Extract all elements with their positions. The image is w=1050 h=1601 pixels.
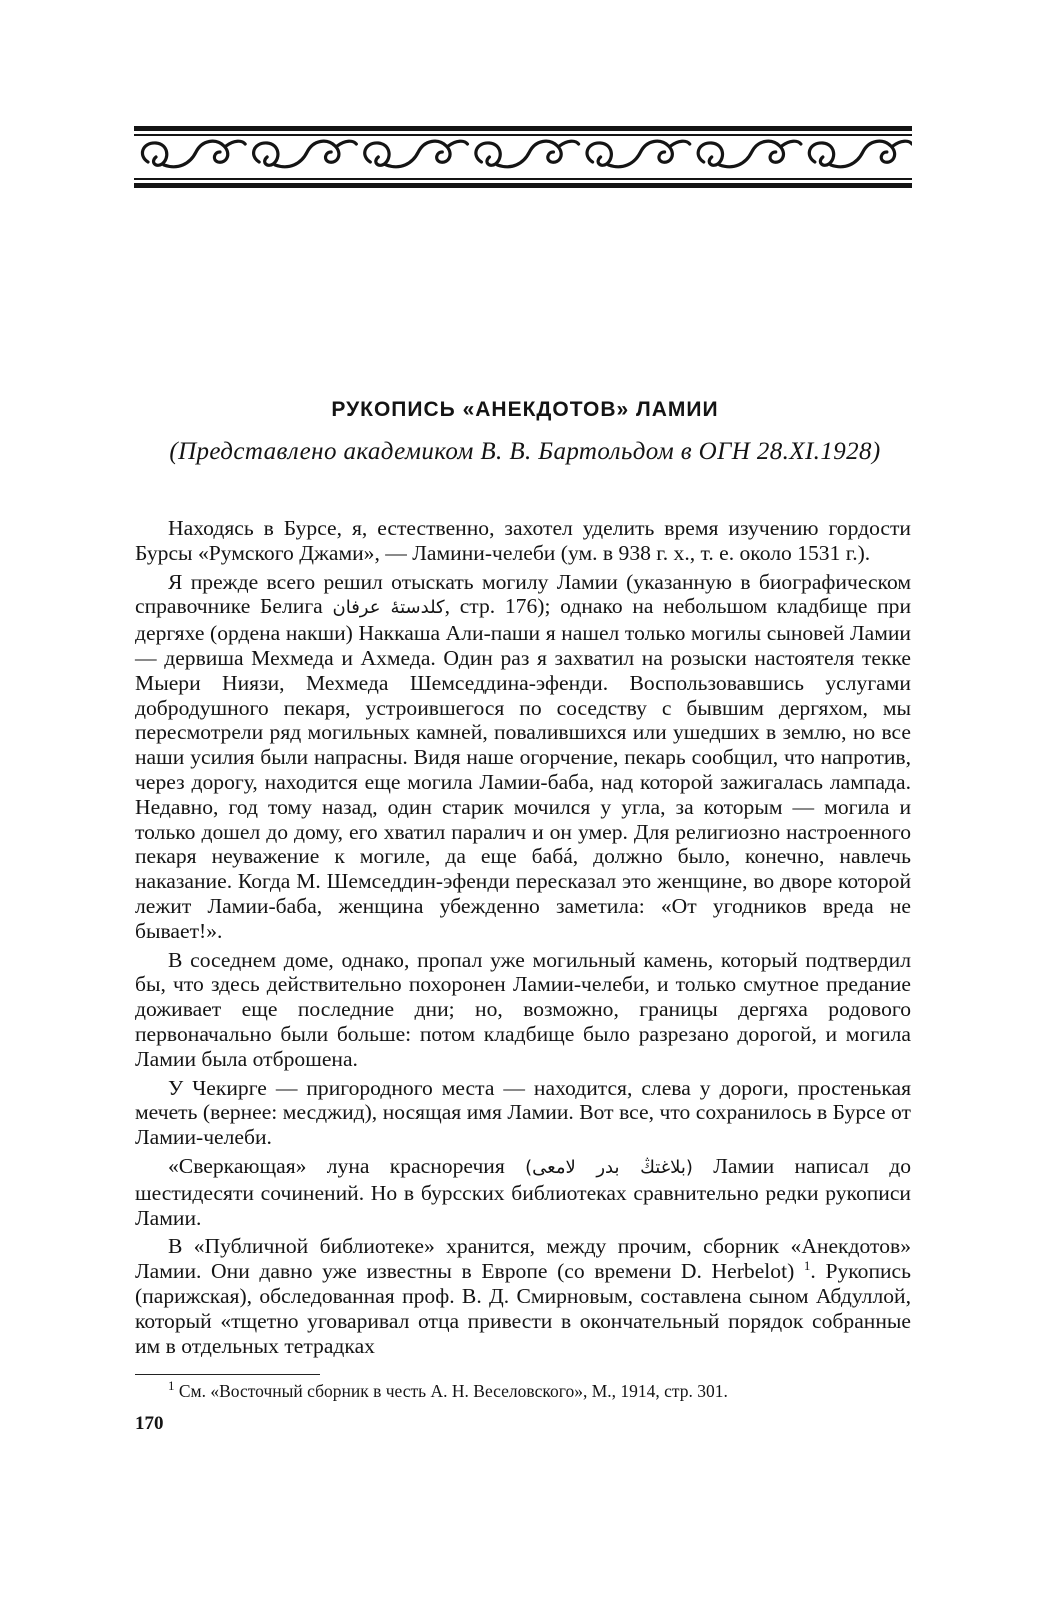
paragraph-text: «Сверкающая» луна красноречия bbox=[168, 1153, 505, 1178]
article-subtitle: (Представлено академиком В. В. Бартольдом в ОГН 28.XI.1928) bbox=[169, 438, 881, 465]
paragraph: У Чекирге — пригородного места — находится, слева у дороги, простенькая мечеть (вернее: месджид), носящая имя Ламии. Вот все, что сохранилось в Бурсе от Ламии-челеби. bbox=[135, 1075, 911, 1150]
paragraph bbox=[135, 1154, 911, 1230]
wave-ornament bbox=[134, 126, 912, 188]
article-body bbox=[135, 516, 911, 1362]
paragraph-text: Я прежде всего решил отыскать могилу Ламии (указанную в биографическом справочнике Белига bbox=[135, 569, 911, 619]
footnote-divider bbox=[135, 1374, 320, 1375]
paragraph-text: , стр. 176); однако на небольшом кладбище при дергяхе (ордена накши) Наккаша Али-паши я нашел только могилы сыновей Ламии — дервиша Мехмеда и Ахмеда. Один раз я захватил на розыски настоятеля текке Мыери Ниязи, Мехмеда Шемседдина-эфенди. Воспользовавшись услугами добродушного пекаря, устроившегося по соседству с бывшим дергяхом, мы пересмотрели ряд могильных камней, повалившихся или ушедших в землю, но все наши усилия были напрасны. Видя наше огорчение, пекарь сообщил, что напротив, через дорогу, находится еще могила Ламии-баба, над которой зажигалась лампада. Недавно, год тому назад, один старик мочился у угла, за которым — могила и только дошел до дому, его хватил паралич и он умер. Для религиозно настроенного пекаря неуважение к могиле, да еще бабá, должно было, конечно, навлечь наказание. Когда М. Шемседдин-эфенди пересказал это женщине, во дворе которой лежит Ламии-баба, женщина убежденно заметила: «От угодников вреда не бывает!». bbox=[135, 594, 912, 943]
footnote-ref[interactable]: 1 bbox=[803, 1257, 811, 1273]
arabic-title: كلدستهٔ عرفان bbox=[332, 597, 445, 619]
paragraph-text: В «Публичной библиотеке» хранится, между прочим, сборник «Анекдотов» Ламии. Они давно уже известны в Европе (со времени D. Herbelot) bbox=[135, 1234, 911, 1284]
paragraph-text: . Рукопись (парижская), обследованная проф. В. Д. Смирновым, составлена сыном Абдуллой, который «тщетно уговаривал отца привести в окончательный порядок собранные им в отдельных тетрадках bbox=[135, 1259, 911, 1358]
page-number: 170 bbox=[135, 1413, 164, 1434]
arabic-phrase: (بلاغتڭ بدر لامعى) bbox=[525, 1156, 693, 1178]
footnote bbox=[135, 1380, 911, 1402]
wave-motif bbox=[142, 141, 245, 167]
paragraph: В соседнем доме, однако, пропал уже могильный камень, который подтвердил бы, что здесь действительно похоронен Ламии-челеби, и только смутное предание доживает еще последние дни; но, возможно, границы дергяха родового первоначально были больше: потом кладбище было разрезано дорогой, и могила Ламии была отброшена. bbox=[135, 947, 911, 1071]
wave-motif bbox=[365, 141, 468, 167]
wave-motif bbox=[587, 141, 690, 167]
wave-motif bbox=[254, 141, 357, 167]
paragraph-text: Ламии написал до шестидесяти сочинений. Но в бурсских библиотеках сравнительно редки рукописи Ламии. bbox=[135, 1153, 911, 1230]
wave-motif bbox=[476, 141, 579, 167]
article-title: РУКОПИСЬ «АНЕКДОТОВ» ЛАМИИ bbox=[331, 398, 719, 421]
paragraph: Находясь в Бурсе, я, естественно, захотел уделить время изучению гордости Бурсы «Румского Джами», — Ламини-челеби (ум. в 938 г. х., т. е. около 1531 г.). bbox=[135, 516, 911, 565]
wave-motif bbox=[809, 141, 912, 167]
footnote-marker: 1 bbox=[168, 1378, 175, 1394]
paragraph bbox=[135, 570, 911, 944]
footnote-text: См. «Восточный сборник в честь А. Н. Веселовского», М., 1914, стр. 301. bbox=[178, 1381, 728, 1401]
wave-motif bbox=[698, 141, 801, 167]
paragraph bbox=[135, 1234, 911, 1358]
